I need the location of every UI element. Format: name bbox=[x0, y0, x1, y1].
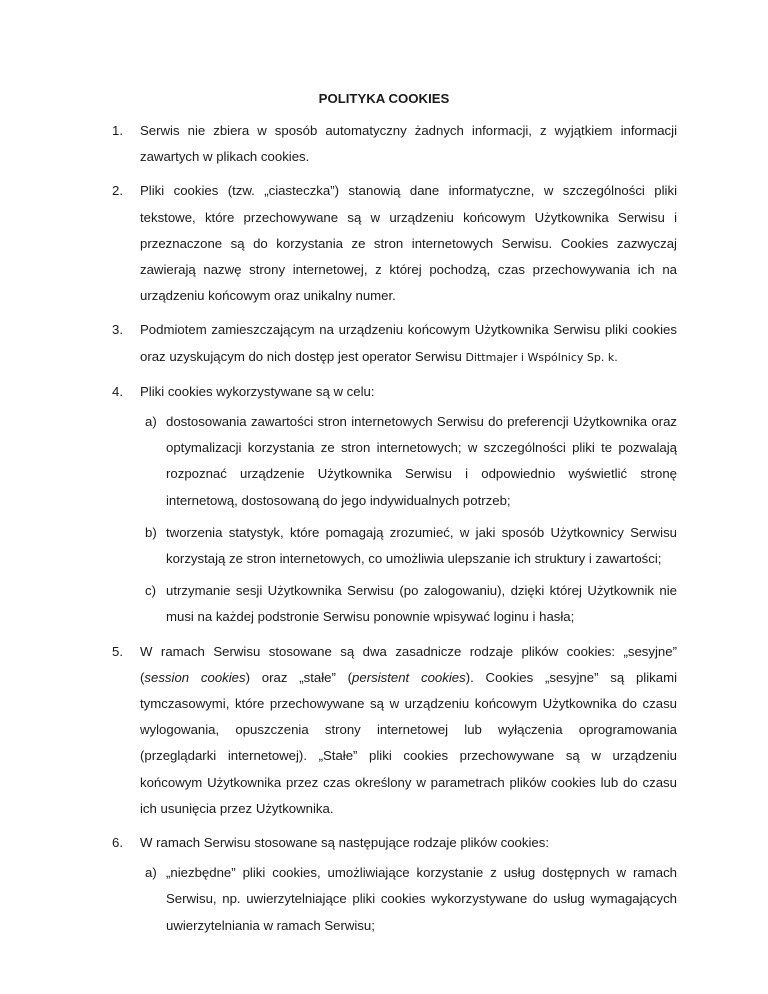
item-text-part: ). Cookies „sesyjne” są plikami tymczasowymi, które przechowywane są w urządzeniu końcowym Użytkownika do czasu wylogowania, opuszczenia strony internetowej lub wyłączenia oprogramowania (przeglądarki internetowej). „Stałe” pliki cookies przechowywane są w urządzeniu końcowym Użytkownika przez czas określony w parametrach plików cookies lub do czasu ich usunięcia przez Użytkownika. bbox=[140, 669, 677, 816]
item-number: 6. bbox=[112, 835, 123, 851]
sub-item-text: tworzenia statystyk, które pomagają zrozumieć, w jaki sposób Użytkownicy Serwisu korzystają ze stron internetowych, co umożliwia ulepszanie ich struktury i zawartości; bbox=[166, 524, 677, 567]
sub-list-item bbox=[0, 409, 768, 514]
item-text bbox=[140, 639, 677, 822]
sub-item-text: dostosowania zawartości stron internetowych Serwisu do preferencji Użytkownika oraz optymalizacji korzystania ze stron internetowych; w szczególności pliki te pozwalają rozpoznać urządzenie Użytkownika Serwisu i odpowiednio wyświetlić stronę internetową, dostosowaną do jego indywidualnych potrzeb; bbox=[166, 414, 677, 508]
item-text: W ramach Serwisu stosowane są następujące rodzaje plików cookies: bbox=[140, 835, 550, 851]
document-title: POLITYKA COOKIES bbox=[318, 91, 450, 106]
list-item bbox=[0, 178, 768, 309]
sub-item-letter: c) bbox=[145, 583, 156, 599]
item-number: 5. bbox=[112, 643, 123, 659]
sub-item-letter: b) bbox=[145, 524, 157, 540]
item-number: 4. bbox=[112, 383, 123, 399]
item-number: 2. bbox=[112, 183, 123, 199]
sub-list-item bbox=[0, 578, 768, 630]
sub-item-letter: a) bbox=[145, 414, 157, 430]
item-text-part: W ramach Serwisu stosowane są dwa zasadnicze rodzaje plików cookies: „sesyjne” ( bbox=[140, 643, 677, 685]
sub-list-item bbox=[0, 520, 768, 572]
sub-list-item bbox=[0, 860, 768, 939]
sub-list bbox=[0, 860, 768, 939]
item-text bbox=[140, 317, 677, 370]
list-item bbox=[0, 830, 768, 939]
list-item bbox=[0, 639, 768, 822]
list-item bbox=[0, 317, 768, 370]
item-text: Pliki cookies wykorzystywane są w celu: bbox=[140, 383, 375, 399]
sub-item-text: „niezbędne” pliki cookies, umożliwiające korzystanie z usług dostępnych w ramach Serwisu, np. uwierzytelniające pliki cookies wykorzystywane do usług wymagających uwierzytelniania w ramach Serwisu; bbox=[166, 865, 677, 933]
list-item bbox=[0, 379, 768, 631]
item-text-italic: persistent cookies bbox=[352, 669, 466, 685]
list-item bbox=[0, 118, 768, 170]
operator-name: Dittmajer i Wspólnicy Sp. k. bbox=[465, 350, 618, 364]
sub-list bbox=[0, 409, 768, 631]
sub-item-text: utrzymanie sesji Użytkownika Serwisu (po zalogowaniu), dzięki której Użytkownik nie musi na każdej podstronie Serwisu ponownie wpisywać loginu i hasła; bbox=[166, 583, 677, 625]
policy-list bbox=[0, 118, 768, 947]
item-text-part: ) oraz „stałe” ( bbox=[245, 669, 353, 685]
item-number: 1. bbox=[112, 123, 123, 138]
sub-item-letter: a) bbox=[145, 865, 157, 881]
item-text-italic: session cookies bbox=[144, 669, 246, 685]
item-text: Serwis nie zbiera w sposób automatyczny żadnych informacji, z wyjątkiem informacji zawartych w plikach cookies. bbox=[140, 123, 677, 165]
item-text: Pliki cookies (tzw. „ciasteczka”) stanowią dane informatyczne, w szczególności pliki tekstowe, które przechowywane są w urządzeniu końcowym Użytkownika Serwisu i przeznaczone są do korzystania ze stron internetowych Serwisu. Cookies zazwyczaj zawierają nazwę strony internetowej, z której pochodzą, czas przechowywania ich na urządzeniu końcowym oraz unikalny numer. bbox=[140, 183, 677, 304]
item-number: 3. bbox=[112, 322, 123, 338]
item-text-main: Podmiotem zamieszczającym na urządzeniu końcowym Użytkownika Serwisu pliki cookies oraz uzyskującym do nich dostęp jest operator Serwisu bbox=[140, 322, 677, 364]
